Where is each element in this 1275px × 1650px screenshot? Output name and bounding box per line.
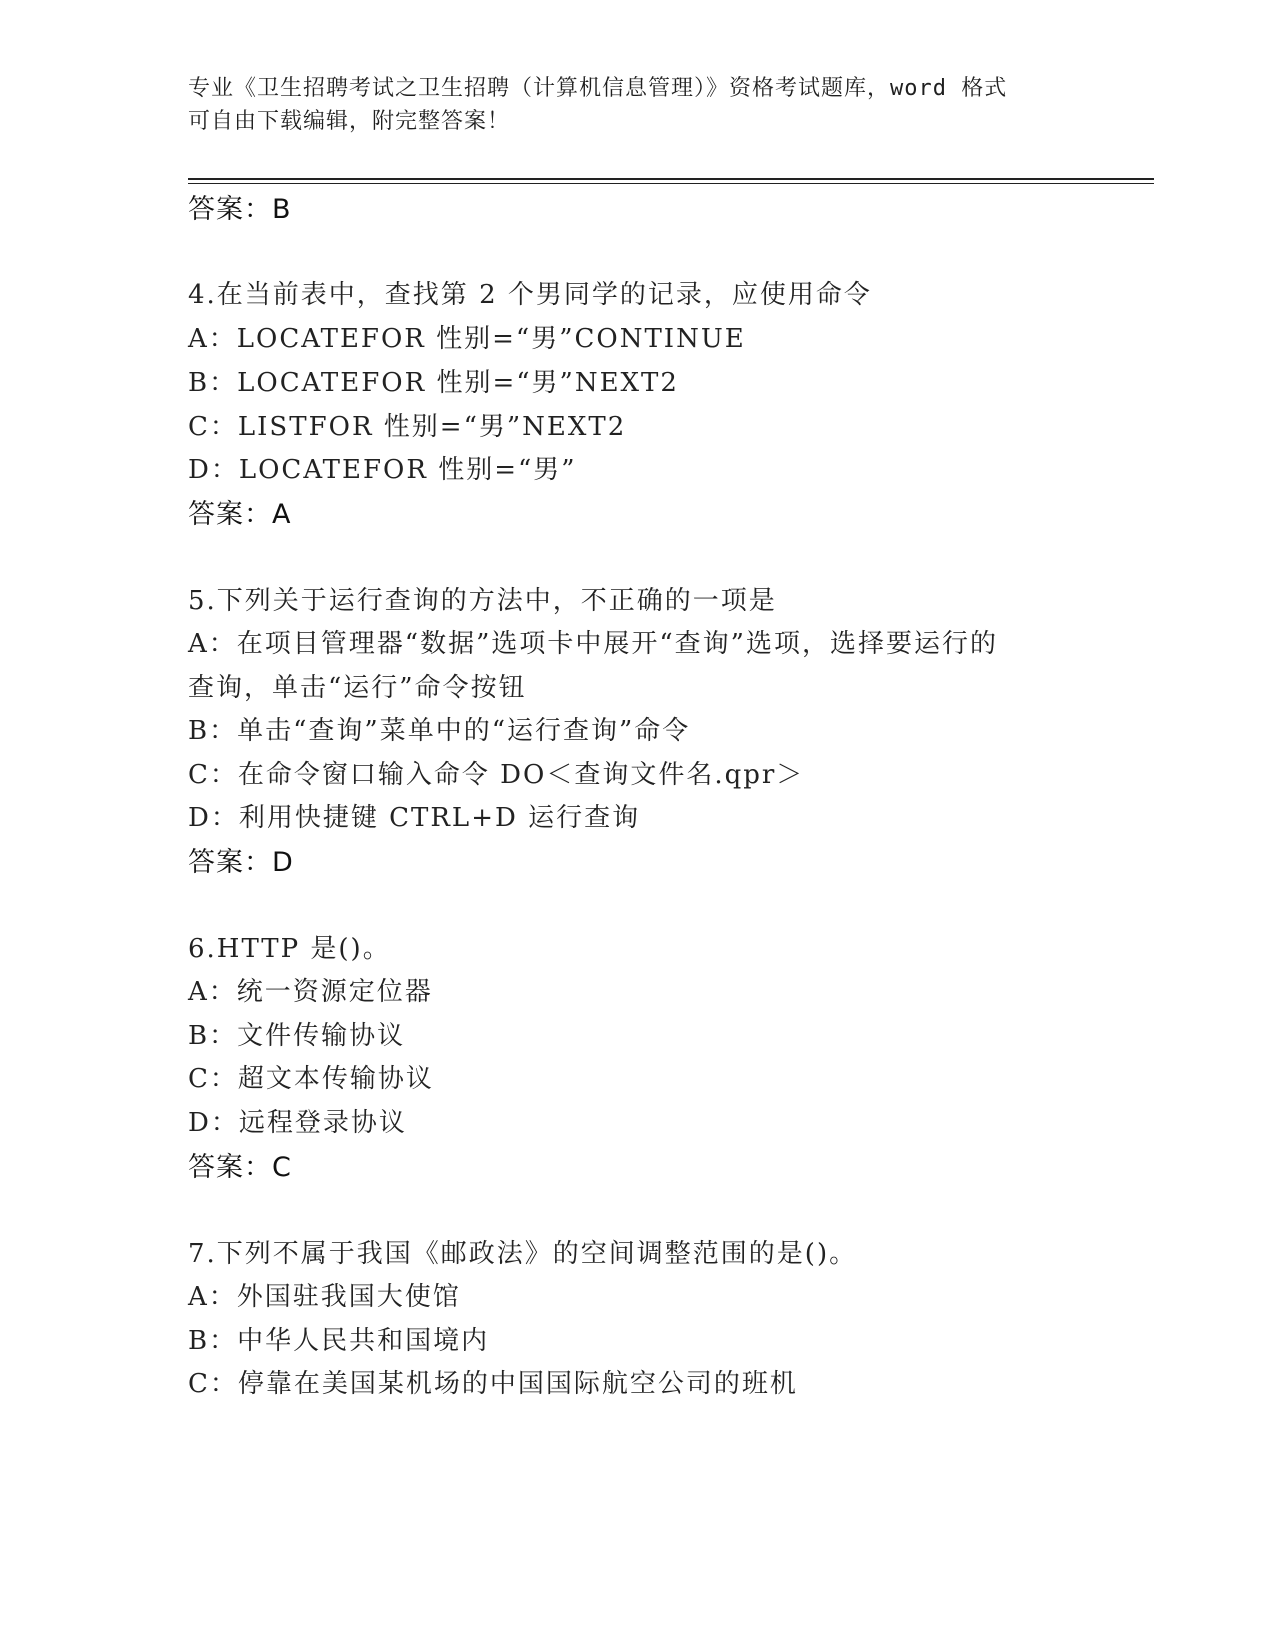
question-4-option-c: C：LISTFOR 性别=“男”NEXT2 [188, 412, 627, 442]
question-7-option-c: C：停靠在美国某机场的中国国际航空公司的班机 [188, 1369, 798, 1399]
question-4-option-b: B：LOCATEFOR 性别=“男”NEXT2 [188, 368, 679, 398]
answer-q4: 答案：A [188, 499, 292, 530]
question-5-stem: 5.下列关于运行查询的方法中，不正确的一项是 [188, 586, 777, 616]
question-6-option-b: B：文件传输协议 [188, 1021, 406, 1051]
question-5-option-b: B：单击“查询”菜单中的“运行查询”命令 [188, 716, 691, 746]
header-line-2: 可自由下载编辑，附完整答案！ [188, 109, 511, 134]
question-6-option-a: A：统一资源定位器 [188, 977, 433, 1007]
question-5-option-c: C：在命令窗口输入命令 DO＜查询文件名.qpr＞ [188, 760, 805, 790]
answer-q6: 答案：C [188, 1152, 292, 1183]
header-divider-thin [188, 183, 1154, 184]
question-5-option-d: D：利用快捷键 CTRL+D 运行查询 [188, 803, 641, 833]
question-5-option-a: A：在项目管理器“数据”选项卡中展开“查询”选项，选择要运行的 [188, 629, 998, 659]
question-6-stem: 6.HTTP 是()。 [188, 934, 391, 964]
question-4-option-a: A：LOCATEFOR 性别=“男”CONTINUE [188, 324, 746, 354]
question-6-option-c: C：超文本传输协议 [188, 1064, 434, 1094]
header-divider-thick [188, 178, 1154, 180]
question-4-option-d: D：LOCATEFOR 性别=“男” [188, 455, 577, 485]
question-6-option-d: D：远程登录协议 [188, 1108, 407, 1138]
document-header [188, 72, 1088, 138]
question-7-stem: 7.下列不属于我国《邮政法》的空间调整范围的是()。 [188, 1239, 858, 1269]
answer-q3: 答案：B [188, 194, 292, 225]
question-7-option-a: A：外国驻我国大使馆 [188, 1282, 461, 1312]
question-4-stem: 4.在当前表中，查找第 2 个男同学的记录，应使用命令 [188, 280, 872, 310]
header-line-1: 专业《卫生招聘考试之卫生招聘（计算机信息管理）》资格考试题库，word 格式 [188, 76, 1008, 101]
answer-q5: 答案：D [188, 847, 294, 878]
question-5-option-a-cont: 查询，单击“运行”命令按钮 [188, 673, 527, 703]
question-7-option-b: B：中华人民共和国境内 [188, 1326, 490, 1356]
